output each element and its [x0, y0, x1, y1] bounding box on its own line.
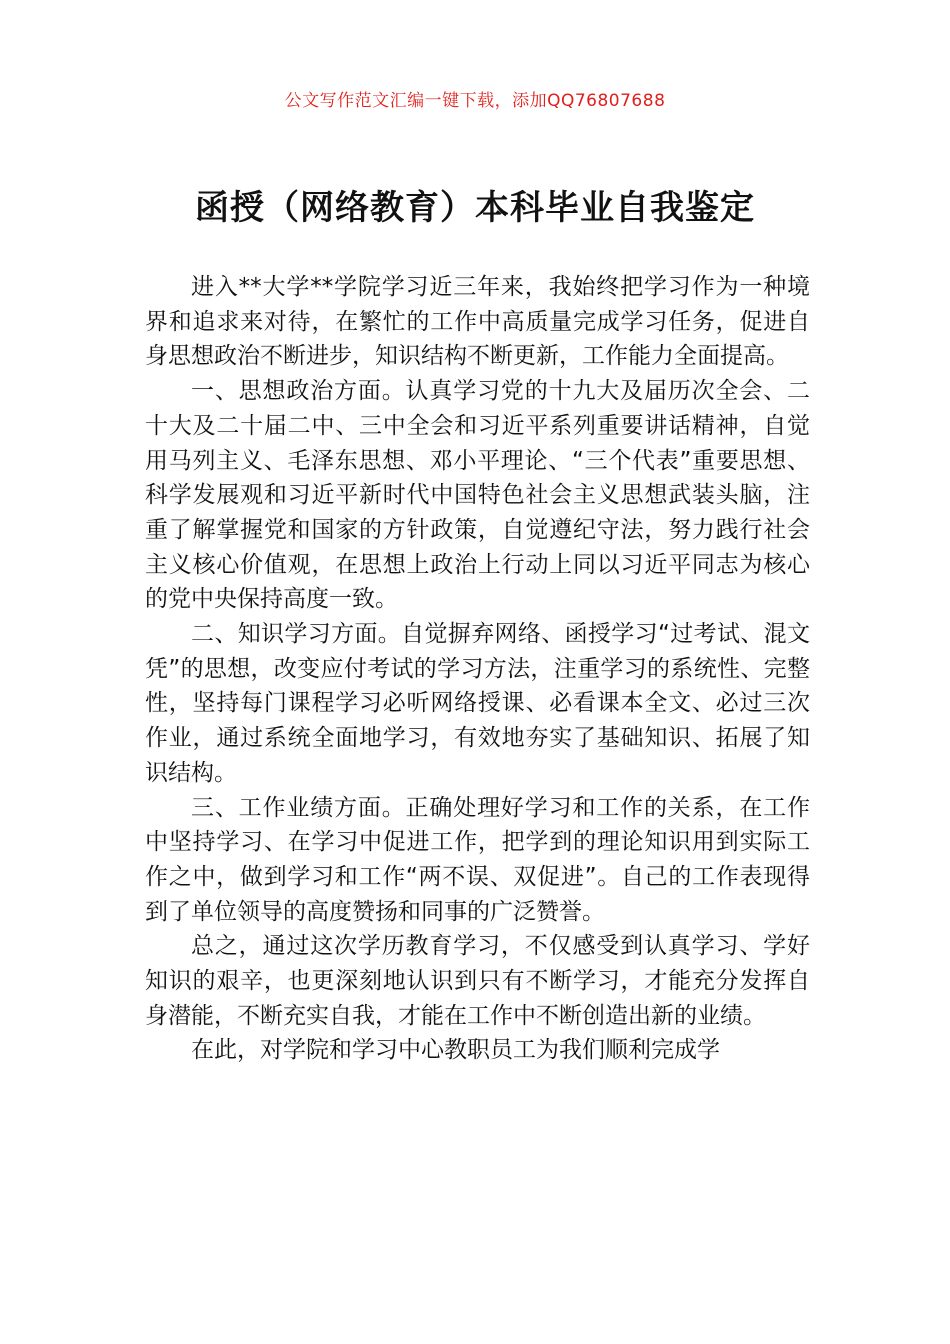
download-promo-note: 公文写作范文汇编一键下载，添加QQ76807688: [284, 91, 666, 111]
paragraph-work: 三、工作业绩方面。正确处理好学习和工作的关系，在工作中坚持学习、在学习中促进工作，把学到的理论知识用到实际工作之中，做到学习和工作“两不误、双促进”。自己的工作表现得到了单位领导的高度赞扬和同事的广泛赞誉。: [145, 794, 810, 925]
document-title: 函授（网络教育）本科毕业自我鉴定: [195, 188, 755, 228]
paragraph-intro: 进入**大学**学院学习近三年来，我始终把学习作为一种境界和追求来对待，在繁忙的工作中高质量完成学习任务，促进自身思想政治不断进步，知识结构不断更新，工作能力全面提高。: [145, 274, 810, 370]
paragraph-thanks: 在此，对学院和学习中心教职员工为我们顺利完成学: [191, 1037, 720, 1064]
paragraph-summary: 总之，通过这次学历教育学习，不仅感受到认真学习、学好知识的艰辛，也更深刻地认识到只有不断学习，才能充分发挥自身潜能，不断充实自我，才能在工作中不断创造出新的业绩。: [145, 933, 810, 1029]
paragraph-political: 一、思想政治方面。认真学习党的十九大及届历次全会、二十大及二十届二中、三中全会和习近平系列重要讲话精神，自觉用马列主义、毛泽东思想、邓小平理论、“三个代表”重要思想、科学发展观和习近平新时代中国特色社会主义思想武装头脑，注重了解掌握党和国家的方针政策，自觉遵纪守法，努力践行社会主义核心价值观，在思想上政治上行动上同以习近平同志为核心的党中央保持高度一致。: [145, 378, 810, 613]
paragraph-study: 二、知识学习方面。自觉摒弃网络、函授学习“过考试、混文凭”的思想，改变应付考试的学习方法，注重学习的系统性、完整性，坚持每门课程学习必听网络授课、必看课本全文、必过三次作业，通过系统全面地学习，有效地夯实了基础知识、拓展了知识结构。: [145, 621, 810, 786]
document-body: [145, 270, 810, 1068]
